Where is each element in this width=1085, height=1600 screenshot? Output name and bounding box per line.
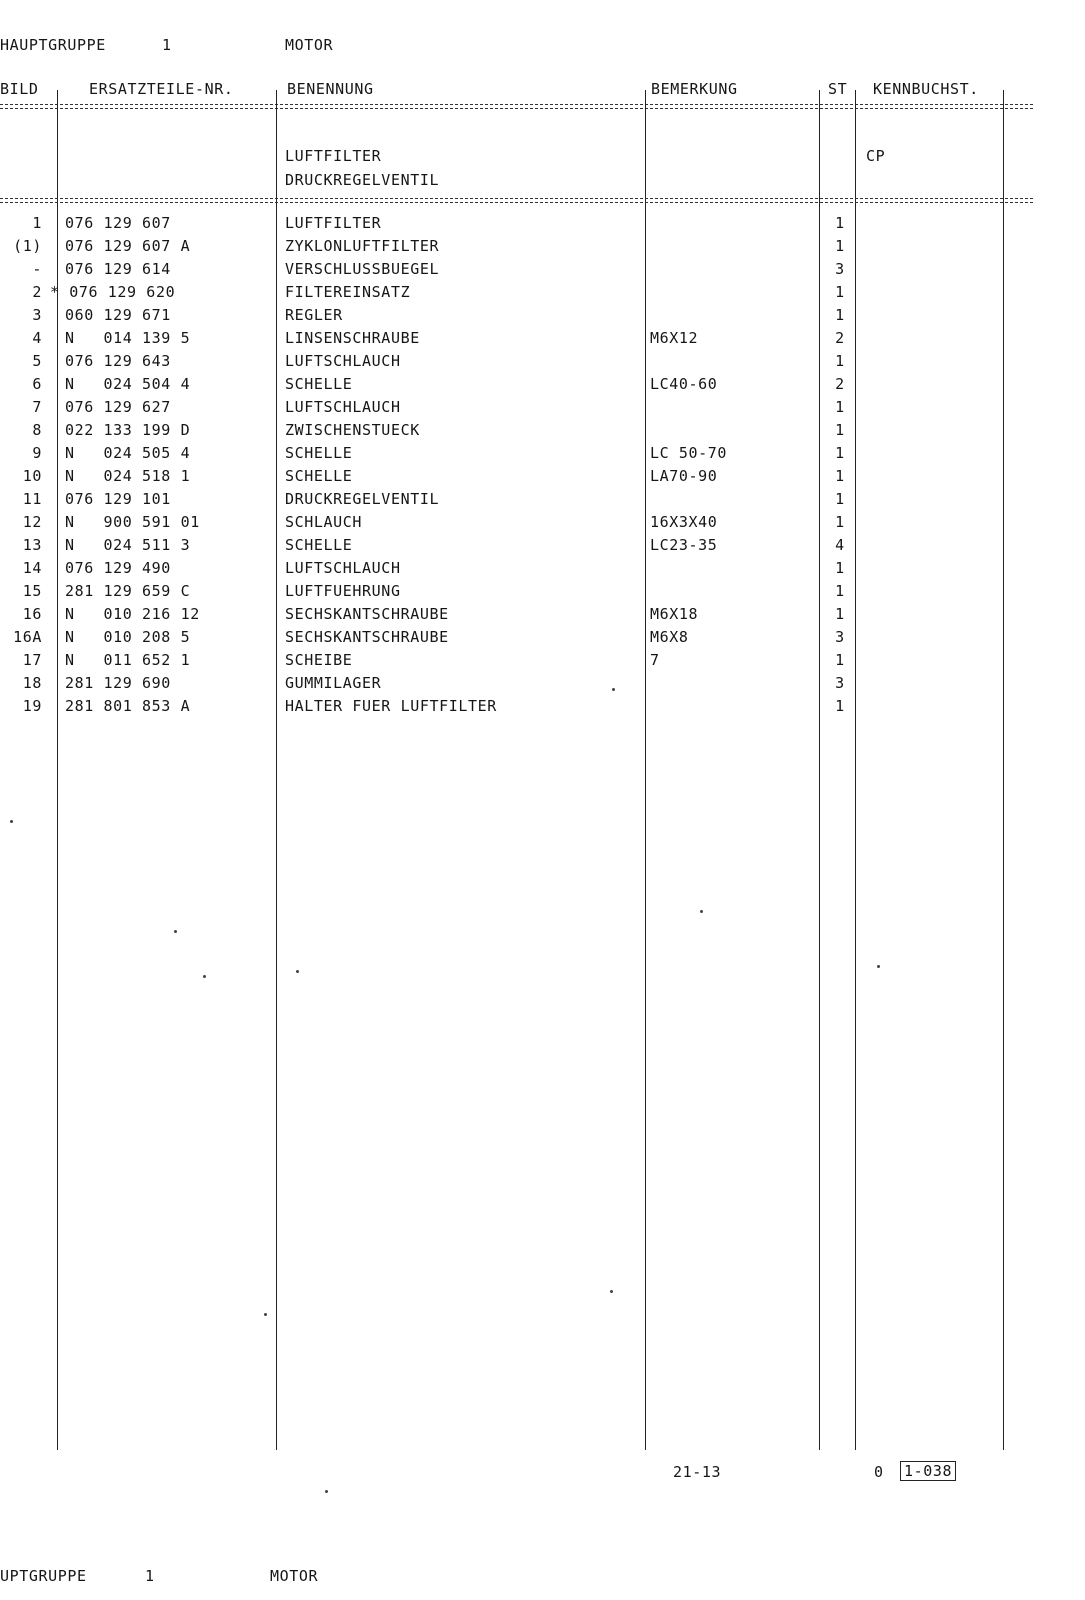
col-header-st: ST: [828, 80, 848, 98]
section-subtitle: DRUCKREGELVENTIL: [285, 171, 440, 189]
scan-speck: [325, 1490, 328, 1493]
section-separator: [0, 198, 1033, 204]
code-prefix: 0: [874, 1463, 884, 1481]
scan-speck: [296, 970, 299, 973]
next-group-number: 1: [145, 1567, 155, 1585]
group-name: MOTOR: [285, 36, 334, 54]
table-row: 18 281 129 690 GUMMILAGER 3: [22, 674, 845, 692]
next-group-name: MOTOR: [270, 1567, 319, 1585]
table-row: 11 076 129 101 DRUCKREGELVENTIL 1: [22, 490, 845, 508]
table-row: 14 076 129 490 LUFTSCHLAUCH 1: [22, 559, 845, 577]
table-row: 15 281 129 659 C LUFTFUEHRUNG 1: [22, 582, 845, 600]
scan-speck: [612, 688, 615, 691]
scan-speck: [203, 975, 206, 978]
table-row: 1 076 129 607 LUFTFILTER 1: [32, 214, 845, 232]
col-header-kennbuchst: KENNBUCHST.: [873, 80, 979, 98]
table-row: 16 N 010 216 12 SECHSKANTSCHRAUBE M6X18 1: [22, 605, 845, 623]
table-row: 6 N 024 504 4 SCHELLE LC40-60 2: [32, 375, 845, 393]
table-row: 16A N 010 208 5 SECHSKANTSCHRAUBE M6X8 3: [13, 628, 845, 646]
code-box: [900, 1461, 956, 1481]
col-header-ersatzteile: ERSATZTEILE-NR.: [89, 80, 234, 98]
scan-speck: [610, 1290, 613, 1293]
table-row: 4 N 014 139 5 LINSENSCHRAUBE M6X12 2: [32, 329, 845, 347]
section-title: LUFTFILTER: [285, 147, 382, 165]
scan-speck: [877, 965, 880, 968]
scan-speck: [264, 1313, 267, 1316]
section-kennbuchst: CP: [866, 147, 886, 165]
next-group-label: UPTGRUPPE: [0, 1567, 87, 1585]
header-separator: [0, 104, 1033, 110]
table-row: 13 N 024 511 3 SCHELLE LC23-35 4: [22, 536, 845, 554]
col-header-bemerkung: BEMERKUNG: [651, 80, 738, 98]
table-row: 2 * 076 129 620 FILTEREINSATZ 1: [32, 283, 845, 301]
col-header-bild: BILD: [0, 80, 39, 98]
table-row: 17 N 011 652 1 SCHEIBE 7 1: [22, 651, 845, 669]
table-row: 3 060 129 671 REGLER 1: [32, 306, 845, 324]
code-box-label: 1-038: [900, 1461, 956, 1481]
scan-speck: [174, 930, 177, 933]
table-row: 9 N 024 505 4 SCHELLE LC 50-70 1: [32, 444, 845, 462]
table-row: 12 N 900 591 01 SCHLAUCH 16X3X40 1: [22, 513, 845, 531]
table-row: 7 076 129 627 LUFTSCHLAUCH 1: [32, 398, 845, 416]
table-row: - 076 129 614 VERSCHLUSSBUEGEL 3: [32, 260, 845, 278]
scan-speck: [10, 820, 13, 823]
table-row: 8 022 133 199 D ZWISCHENSTUECK 1: [32, 421, 845, 439]
page-reference: 21-13: [673, 1463, 722, 1481]
table-row: 5 076 129 643 LUFTSCHLAUCH 1: [32, 352, 845, 370]
col-header-benennung: BENENNUNG: [287, 80, 374, 98]
scan-speck: [700, 910, 703, 913]
table-row: 19 281 801 853 A HALTER FUER LUFTFILTER 1: [22, 697, 845, 715]
table-row: (1) 076 129 607 A ZYKLONLUFTFILTER 1: [13, 237, 845, 255]
table-row: 10 N 024 518 1 SCHELLE LA70-90 1: [22, 467, 845, 485]
group-label: HAUPTGRUPPE: [0, 36, 106, 54]
group-number: 1: [162, 36, 172, 54]
